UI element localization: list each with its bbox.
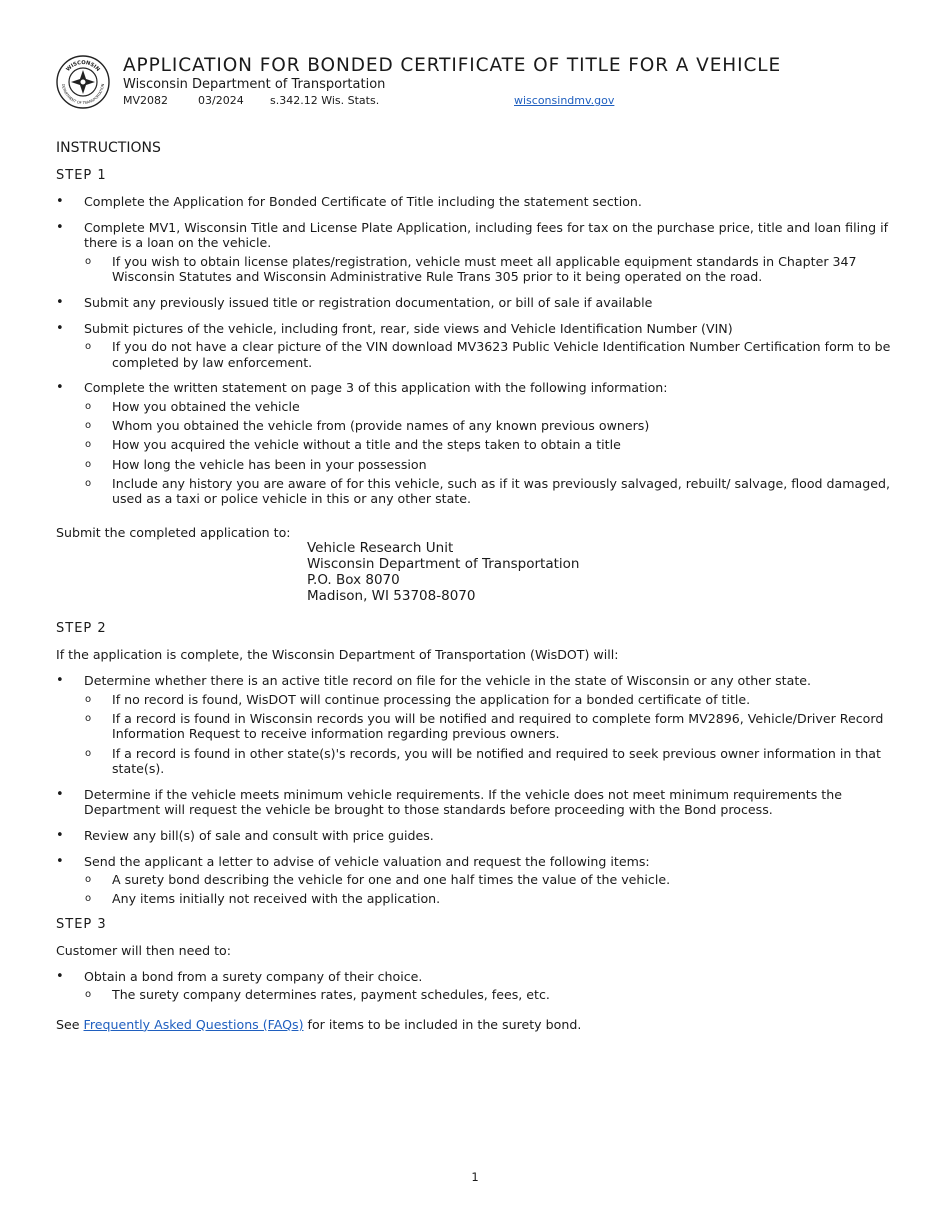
address-line: Vehicle Research Unit (307, 540, 454, 557)
faq-link[interactable]: Frequently Asked Questions (FAQs) (83, 1016, 304, 1032)
list-item: • Submit pictures of the vehicle, including front, rear, side views and Vehicle Identification Number (VIN) o If you do not have a clear picture of the VIN download MV3623 Public Vehicle Identification Number Certification form to be completed by law enforcement. (56, 321, 894, 371)
list-item: • Review any bill(s) of sale and consult with price guides. (56, 828, 894, 844)
address-line: Madison, WI 53708-8070 (307, 588, 476, 605)
sub-list-item: o Include any history you are aware of for this vehicle, such as if it was previously salvaged, rebuilt/ salvage, flood damaged, used as a taxi or police vehicle in this or any other state. (84, 476, 894, 507)
website-link[interactable]: wisconsindmv.gov (514, 94, 615, 107)
instructions-content (56, 139, 894, 1032)
seal-bottom-text: DEPARTMENT OF TRANSPORTATION (60, 83, 106, 106)
list-item: • Submit any previously issued title or registration documentation, or bill of sale if available (56, 295, 894, 311)
faq-reference: See Frequently Asked Questions (FAQs) for items to be included in the surety bond. (56, 1016, 582, 1032)
sub-list (84, 399, 894, 507)
step1-heading: STEP 1 (56, 168, 107, 183)
wisdot-seal-logo (56, 55, 110, 109)
list-item: • Complete the written statement on page 3 of this application with the following information: o How you obtained the vehicle o Whom you obtained the vehicle from (provide names of any known previous owners) o How you acquired the vehicle without a title and the steps taken to obtain a title o How long the vehicle has been in your possession o Include any history you are aware of for this vehicle, such as if it was previously salvaged, rebuilt/ salvage, flood damaged, used as a taxi or police vehicle in this or any other state. (56, 380, 894, 507)
list-item: • Send the applicant a letter to advise of vehicle valuation and request the following items: o A surety bond describing the vehicle for one and one half times the value of the vehicle. o Any items initially not received with the application. (56, 854, 894, 907)
sub-list-item: o If a record is found in other state(s)'s records, you will be notified and required to seek previous owner information in that state(s). (84, 746, 894, 777)
sub-list-item: o Any items initially not received with the application. (84, 891, 894, 907)
revision-date: 03/2024 (198, 94, 244, 107)
sub-list (84, 339, 894, 370)
list-item: • Complete the Application for Bonded Certificate of Title including the statement section. (56, 194, 894, 210)
step2-intro: If the application is complete, the Wisconsin Department of Transportation (WisDOT) will: (56, 647, 619, 663)
sub-list-item: o How you obtained the vehicle (84, 399, 894, 415)
form-number: MV2082 (123, 94, 169, 107)
form-title: APPLICATION FOR BONDED CERTIFICATE OF TITLE FOR A VEHICLE (123, 55, 782, 76)
step2-heading: STEP 2 (56, 621, 107, 637)
department-name: Wisconsin Department of Transportation (123, 77, 386, 92)
step3-list (56, 969, 894, 1003)
step1-list (56, 194, 894, 507)
sub-list-item: o A surety bond describing the vehicle for one and one half times the value of the vehicle. (84, 872, 894, 888)
sub-list-item: o If a record is found in Wisconsin records you will be notified and required to complete form MV2896, Vehicle/Driver Record Information Request to receive information regarding previous owners. (84, 711, 894, 742)
list-item: • Complete MV1, Wisconsin Title and License Plate Application, including fees for tax on the purchase price, title and loan filing if there is a loan on the vehicle. o If you wish to obtain license plates/registration, vehicle must meet all applicable equipment standards in Chapter 347 Wisconsin Statutes and Wisconsin Administrative Rule Trans 305 prior to it being operated on the road. (56, 220, 894, 285)
step2-list (56, 673, 894, 907)
sub-list-item: o How you acquired the vehicle without a title and the steps taken to obtain a title (84, 437, 894, 453)
mailing-address (307, 540, 894, 604)
step3-heading: STEP 3 (56, 916, 107, 932)
sub-list-item: o Whom you obtained the vehicle from (provide names of any known previous owners) (84, 418, 894, 434)
sub-list (84, 692, 894, 777)
sub-list-item: o If no record is found, WisDOT will continue processing the application for a bonded certificate of title. (84, 692, 894, 708)
sub-list (84, 872, 894, 907)
step3-intro: Customer will then need to: (56, 942, 231, 958)
list-item: • Determine whether there is an active title record on file for the vehicle in the state of Wisconsin or any other state. o If no record is found, WisDOT will continue processing the application for a bonded certificate of title. o If a record is found in Wisconsin records you will be notified and required to complete form MV2896, Vehicle/Driver Record Information Request to receive information regarding previous owners. o If a record is found in other state(s)'s records, you will be notified and required to seek previous owner information in that state(s). (56, 673, 894, 777)
list-item: • Determine if the vehicle meets minimum vehicle requirements. If the vehicle does not meet minimum requirements the Department will request the vehicle be brought to those standards before proceeding with the Bond process. (56, 787, 894, 818)
page-number: 1 (471, 1170, 479, 1184)
sub-list-item: o The surety company determines rates, payment schedules, fees, etc. (84, 987, 894, 1003)
submit-instruction: Submit the completed application to: (56, 524, 291, 540)
sub-list (84, 987, 894, 1003)
sub-list (84, 254, 894, 285)
instructions-heading: INSTRUCTIONS (56, 140, 161, 156)
statute-reference: s.342.12 Wis. Stats. (270, 94, 380, 107)
address-line: Wisconsin Department of Transportation (307, 556, 580, 573)
sub-list-item: o If you wish to obtain license plates/registration, vehicle must meet all applicable equipment standards in Chapter 347 Wisconsin Statutes and Wisconsin Administrative Rule Trans 305 prior to it being operated on the road. (84, 254, 894, 285)
list-item: • Obtain a bond from a surety company of their choice. o The surety company determines rates, payment schedules, fees, etc. (56, 969, 894, 1003)
sub-list-item: o If you do not have a clear picture of the VIN download MV3623 Public Vehicle Identification Number Certification form to be completed by law enforcement. (84, 339, 894, 370)
address-line: P.O. Box 8070 (307, 572, 400, 589)
sub-list-item: o How long the vehicle has been in your possession (84, 457, 894, 473)
seal-top-text: WISCONSIN (65, 59, 101, 73)
